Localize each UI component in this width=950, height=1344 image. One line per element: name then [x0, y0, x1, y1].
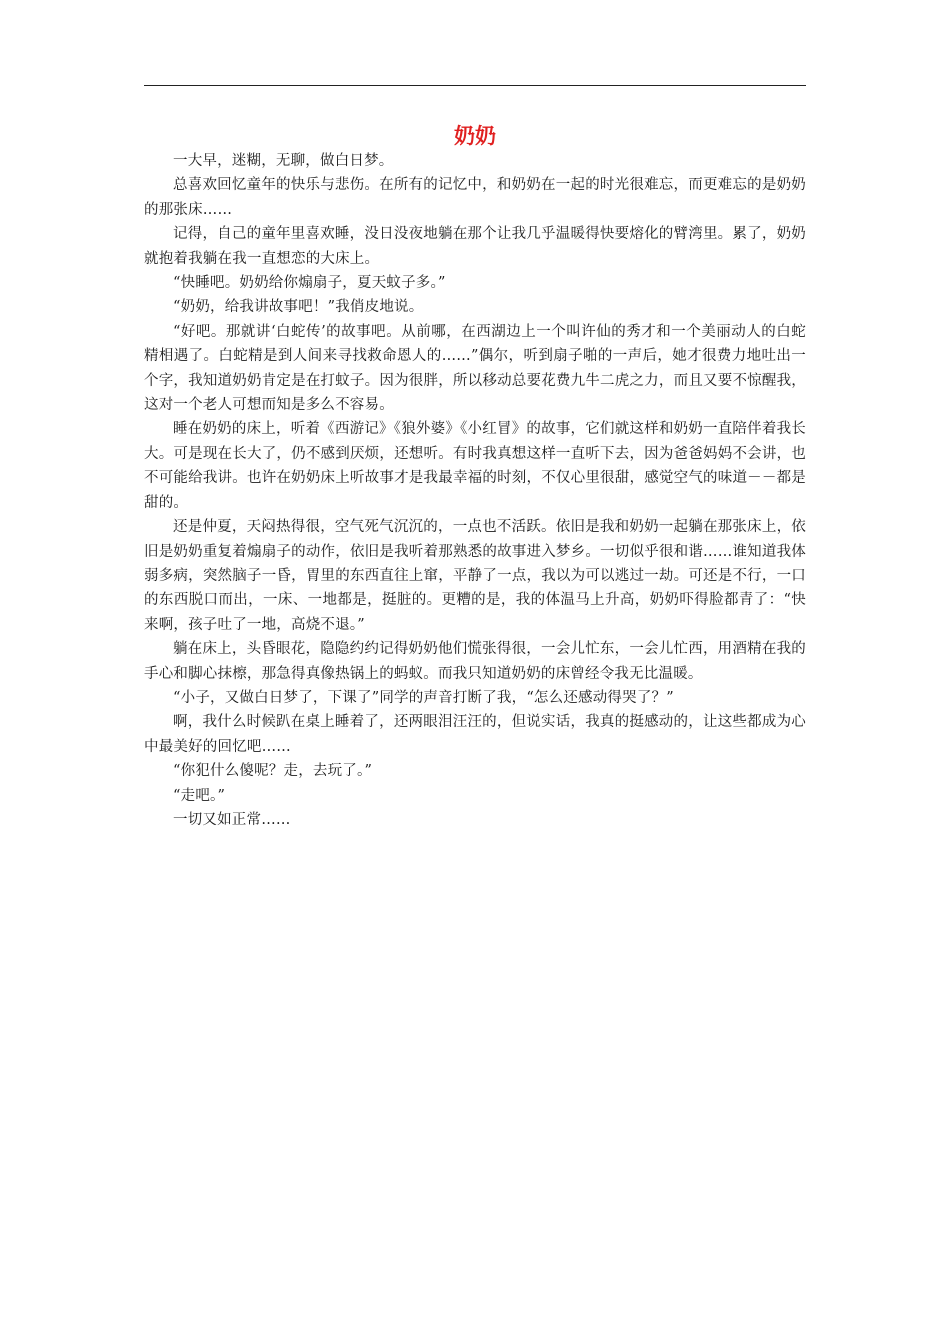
paragraph: 啊，我什么时候趴在桌上睡着了，还两眼泪汪汪的，但说实话，我真的挺感动的，让这些都成为心中最美好的回忆吧…… — [144, 714, 806, 755]
paragraph: 一大早，迷糊，无聊，做白日梦。 — [173, 153, 394, 169]
paragraph: 还是仲夏，天闷热得很，空气死气沉沉的，一点也不活跃。依旧是我和奶奶一起躺在那张床上，依旧是奶奶重复着煽扇子的动作，依旧是我听着那熟悉的故事进入梦乡。一切似乎很和谐……谁知道我体弱多病，突然脑子一昏，胃里的东西直往上窜，平静了一点，我以为可以逃过一劫。可还是不行，一口的东西脱口而出，一床、一地都是，挺脏的。更糟的是，我的体温马上升高，奶奶吓得脸都青了：“快来啊，孩子吐了一地，高烧不退。” — [144, 519, 806, 633]
header-rule — [144, 85, 806, 86]
paragraph: 记得，自己的童年里喜欢睡，没日没夜地躺在那个让我几乎温暖得快要熔化的臂湾里。累了，奶奶就抱着我躺在我一直想恋的大床上。 — [144, 226, 806, 267]
paragraph: “小子，又做白日梦了，下课了”同学的声音打断了我，“怎么还感动得哭了？” — [173, 689, 674, 706]
document-title: 奶奶 — [454, 123, 496, 148]
paragraph: “奶奶，给我讲故事吧！”我俏皮地说。 — [173, 299, 424, 316]
document-body — [144, 149, 806, 832]
paragraph: 睡在奶奶的床上，听着《西游记》《狼外婆》《小红冒》的故事，它们就这样和奶奶一直陪伴着我长大。可是现在长大了，仍不感到厌烦，还想听。有时我真想这样一直听下去，因为爸爸妈妈不会讲，也不可能给我讲。也许在奶奶床上听故事才是我最幸福的时刻，不仅心里很甜，感觉空气的味道－－都是甜的。 — [144, 421, 806, 511]
paragraph: 一切又如正常…… — [173, 811, 291, 828]
paragraph: “快睡吧。奶奶给你煽扇子，夏天蚊子多。” — [173, 275, 446, 292]
paragraph: 躺在床上，头昏眼花，隐隐约约记得奶奶他们慌张得很，一会儿忙东，一会儿忙西，用酒精在我的手心和脚心抹檫，那急得真像热锅上的蚂蚁。而我只知道奶奶的床曾经令我无比温暖。 — [144, 641, 806, 682]
paragraph: “好吧。那就讲‘白蛇传’的故事吧。从前哪，在西湖边上一个叫许仙的秀才和一个美丽动人的白蛇精相遇了。白蛇精是到人间来寻找救命恩人的……”偶尔，听到扇子啪的一声后，她才很费力地吐出一个字，我知道奶奶肯定是在打蚊子。因为很胖，所以移动总要花费九牛二虎之力，而且又要不惊醒我，这对一个老人可想而知是多么不容易。 — [144, 323, 806, 414]
paragraph: 总喜欢回忆童年的快乐与悲伤。在所有的记忆中，和奶奶在一起的时光很难忘，而更难忘的是奶奶的那张床…… — [144, 177, 806, 218]
paragraph: “走吧。” — [173, 787, 226, 804]
paragraph: “你犯什么傻呢？走，去玩了。” — [173, 763, 373, 780]
